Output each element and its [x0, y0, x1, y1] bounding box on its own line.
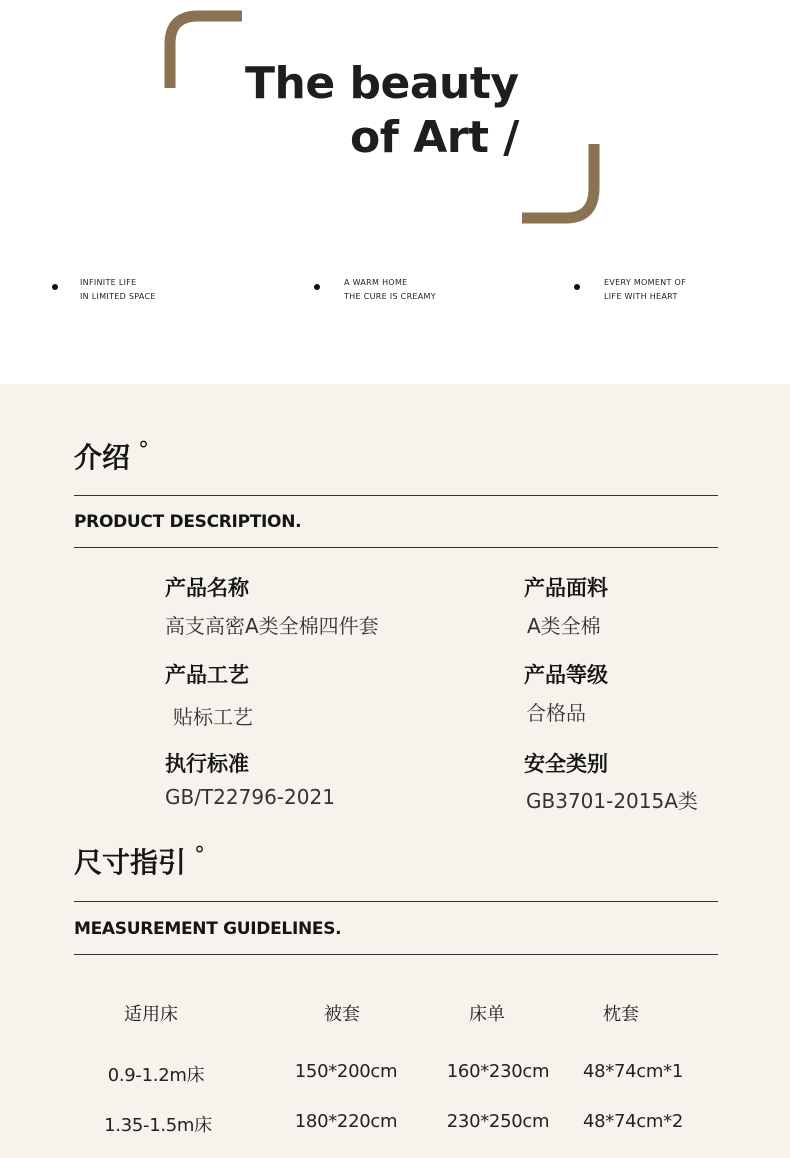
attr-value-grade: 合格品 [526, 701, 586, 725]
tagline-1-line-1: INFINITE LIFE [80, 278, 137, 287]
attr-value-name: 高支高密A类全棉四件套 [165, 614, 379, 638]
bottom-right-bracket-decoration [516, 142, 606, 226]
table-cell: 1.35-1.5m床 [104, 1115, 212, 1136]
table-header-duvet-cover: 被套 [324, 1004, 360, 1025]
attr-value-standard: GB/T22796-2021 [165, 785, 335, 809]
tagline-3-line-2: LIFE WITH HEART [604, 292, 678, 301]
divider [74, 547, 718, 548]
table-cell: 230*250cm [446, 1111, 550, 1132]
table-cell: 48*74cm*2 [583, 1111, 683, 1132]
intro-title [74, 436, 149, 476]
hero-banner [0, 0, 790, 384]
tagline-2-line-1: A WARM HOME [344, 278, 408, 287]
divider [74, 901, 718, 902]
table-cell: 160*230cm [446, 1061, 550, 1082]
attr-label-craft: 产品工艺 [165, 663, 249, 687]
measurement-subtitle: MEASUREMENT GUIDELINES. [74, 919, 342, 939]
divider [74, 495, 718, 496]
table-cell: 0.9-1.2m床 [107, 1065, 205, 1086]
headline-line-2: of Art / [350, 112, 519, 163]
measurement-title [74, 841, 205, 881]
bullet-dot-icon [574, 284, 580, 290]
degree-mark-icon: ° [138, 438, 150, 463]
tagline-3-line-1: EVERY MOMENT OF [604, 278, 687, 287]
degree-mark-icon: ° [194, 843, 206, 868]
tagline-2-line-2: THE CURE IS CREAMY [344, 292, 436, 301]
table-header-sheet: 床单 [469, 1004, 505, 1025]
table-cell: 48*74cm*1 [583, 1061, 683, 1082]
attr-value-safety: GB3701-2015A类 [526, 789, 698, 813]
tagline-1-line-2: IN LIMITED SPACE [80, 292, 156, 301]
divider [74, 954, 718, 955]
attr-label-name: 产品名称 [165, 576, 249, 600]
table-cell: 180*220cm [294, 1111, 398, 1132]
attr-label-safety: 安全类别 [524, 752, 608, 776]
table-header-pillowcase: 枕套 [603, 1004, 639, 1025]
bullet-dot-icon [314, 284, 320, 290]
top-left-bracket-decoration [160, 8, 250, 90]
intro-title-text: 介绍 [74, 441, 131, 474]
intro-subtitle: PRODUCT DESCRIPTION. [74, 512, 302, 532]
headline-line-1: The beauty [245, 58, 519, 109]
table-cell: 150*200cm [294, 1061, 398, 1082]
measurement-title-text: 尺寸指引 [74, 846, 187, 879]
attr-label-grade: 产品等级 [524, 663, 608, 687]
attr-label-standard: 执行标准 [165, 752, 249, 776]
bullet-dot-icon [52, 284, 58, 290]
table-header-bed: 适用床 [124, 1004, 178, 1025]
attr-value-craft: 贴标工艺 [173, 705, 253, 729]
product-info-panel [0, 384, 790, 1158]
attr-value-fabric: A类全棉 [527, 614, 601, 638]
attr-label-fabric: 产品面料 [524, 576, 608, 600]
